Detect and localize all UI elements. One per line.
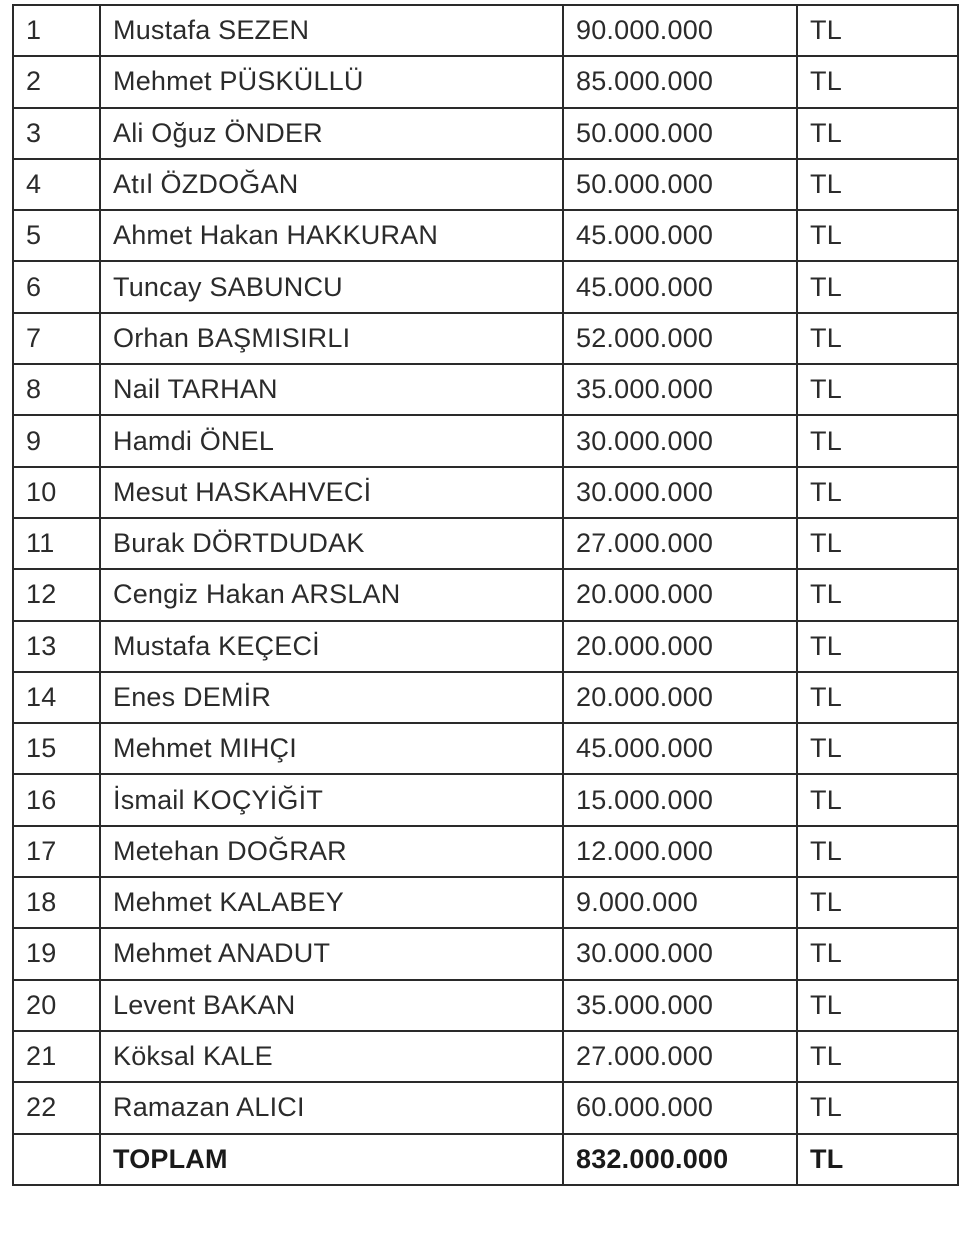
row-number-cell: 20 — [13, 980, 100, 1031]
row-number-cell: 11 — [13, 518, 100, 569]
amount-cell: 50.000.000 — [563, 108, 797, 159]
table-row — [13, 1082, 958, 1133]
currency-cell: TL — [797, 159, 958, 210]
table-row — [13, 774, 958, 825]
currency-cell: TL — [797, 723, 958, 774]
name-cell: Cengiz Hakan ARSLAN — [100, 569, 563, 620]
name-cell: Burak DÖRTDUDAK — [100, 518, 563, 569]
amount-cell: 52.000.000 — [563, 313, 797, 364]
amount-cell: 30.000.000 — [563, 928, 797, 979]
row-number-cell: 12 — [13, 569, 100, 620]
name-cell: Nail TARHAN — [100, 364, 563, 415]
name-cell: İsmail KOÇYİĞİT — [100, 774, 563, 825]
name-cell: Köksal KALE — [100, 1031, 563, 1082]
amount-cell: 30.000.000 — [563, 415, 797, 466]
currency-cell: TL — [797, 928, 958, 979]
row-number-cell: 22 — [13, 1082, 100, 1133]
table-container — [12, 4, 957, 1186]
name-cell: Mehmet MIHÇI — [100, 723, 563, 774]
amount-cell: 35.000.000 — [563, 364, 797, 415]
table-row — [13, 210, 958, 261]
row-number-cell: 5 — [13, 210, 100, 261]
row-number-cell: 18 — [13, 877, 100, 928]
row-number-cell: 21 — [13, 1031, 100, 1082]
name-cell: Mustafa KEÇECİ — [100, 621, 563, 672]
table-row — [13, 518, 958, 569]
table-row — [13, 159, 958, 210]
name-cell: Mesut HASKAHVECİ — [100, 467, 563, 518]
amount-cell: 20.000.000 — [563, 569, 797, 620]
amount-cell: 85.000.000 — [563, 56, 797, 107]
name-cell: Mehmet ANADUT — [100, 928, 563, 979]
table-row — [13, 826, 958, 877]
table-row — [13, 467, 958, 518]
currency-cell: TL — [797, 261, 958, 312]
amounts-table — [12, 4, 959, 1186]
currency-cell: TL — [797, 210, 958, 261]
name-cell: Mehmet KALABEY — [100, 877, 563, 928]
amount-cell: 50.000.000 — [563, 159, 797, 210]
amount-cell: 12.000.000 — [563, 826, 797, 877]
row-number-cell: 8 — [13, 364, 100, 415]
name-cell: Orhan BAŞMISIRLI — [100, 313, 563, 364]
currency-cell: TL — [797, 774, 958, 825]
table-row — [13, 5, 958, 56]
name-cell: Hamdi ÖNEL — [100, 415, 563, 466]
amount-cell: 90.000.000 — [563, 5, 797, 56]
row-number-cell: 16 — [13, 774, 100, 825]
name-cell: Ahmet Hakan HAKKURAN — [100, 210, 563, 261]
amount-cell: 30.000.000 — [563, 467, 797, 518]
name-cell: Ali Oğuz ÖNDER — [100, 108, 563, 159]
table-row — [13, 980, 958, 1031]
name-cell: Ramazan ALICI — [100, 1082, 563, 1133]
name-cell: Mehmet PÜSKÜLLÜ — [100, 56, 563, 107]
currency-cell: TL — [797, 1031, 958, 1082]
amount-cell: 45.000.000 — [563, 723, 797, 774]
table-row — [13, 877, 958, 928]
row-number-cell: 6 — [13, 261, 100, 312]
amount-cell: 60.000.000 — [563, 1082, 797, 1133]
amount-cell: 45.000.000 — [563, 261, 797, 312]
currency-cell: TL — [797, 467, 958, 518]
name-cell: Tuncay SABUNCU — [100, 261, 563, 312]
currency-cell: TL — [797, 569, 958, 620]
currency-cell: TL — [797, 364, 958, 415]
currency-cell: TL — [797, 313, 958, 364]
row-number-cell: 15 — [13, 723, 100, 774]
row-number-cell: 3 — [13, 108, 100, 159]
currency-cell: TL — [797, 1082, 958, 1133]
total-number-cell — [13, 1134, 100, 1185]
table-row — [13, 415, 958, 466]
name-cell: Mustafa SEZEN — [100, 5, 563, 56]
currency-cell: TL — [797, 672, 958, 723]
currency-cell: TL — [797, 56, 958, 107]
table-row — [13, 621, 958, 672]
amount-cell: 20.000.000 — [563, 621, 797, 672]
name-cell: Atıl ÖZDOĞAN — [100, 159, 563, 210]
total-amount-cell: 832.000.000 — [563, 1134, 797, 1185]
row-number-cell: 7 — [13, 313, 100, 364]
row-number-cell: 4 — [13, 159, 100, 210]
name-cell: Metehan DOĞRAR — [100, 826, 563, 877]
row-number-cell: 17 — [13, 826, 100, 877]
currency-cell: TL — [797, 621, 958, 672]
amount-cell: 15.000.000 — [563, 774, 797, 825]
name-cell: Levent BAKAN — [100, 980, 563, 1031]
table-row — [13, 723, 958, 774]
amount-cell: 20.000.000 — [563, 672, 797, 723]
table-row — [13, 569, 958, 620]
row-number-cell: 10 — [13, 467, 100, 518]
table-row — [13, 928, 958, 979]
amount-cell: 9.000.000 — [563, 877, 797, 928]
currency-cell: TL — [797, 980, 958, 1031]
table-row — [13, 1031, 958, 1082]
currency-cell: TL — [797, 518, 958, 569]
name-cell: Enes DEMİR — [100, 672, 563, 723]
row-number-cell: 2 — [13, 56, 100, 107]
amount-cell: 35.000.000 — [563, 980, 797, 1031]
row-number-cell: 9 — [13, 415, 100, 466]
table-body — [13, 5, 958, 1185]
row-number-cell: 14 — [13, 672, 100, 723]
row-number-cell: 1 — [13, 5, 100, 56]
amount-cell: 27.000.000 — [563, 1031, 797, 1082]
total-row — [13, 1134, 958, 1185]
table-row — [13, 364, 958, 415]
currency-cell: TL — [797, 826, 958, 877]
total-label-cell: TOPLAM — [100, 1134, 563, 1185]
table-row — [13, 261, 958, 312]
table-row — [13, 672, 958, 723]
currency-cell: TL — [797, 5, 958, 56]
currency-cell: TL — [797, 108, 958, 159]
table-row — [13, 313, 958, 364]
table-row — [13, 108, 958, 159]
currency-cell: TL — [797, 415, 958, 466]
amount-cell: 45.000.000 — [563, 210, 797, 261]
row-number-cell: 19 — [13, 928, 100, 979]
row-number-cell: 13 — [13, 621, 100, 672]
total-currency-cell: TL — [797, 1134, 958, 1185]
currency-cell: TL — [797, 877, 958, 928]
amount-cell: 27.000.000 — [563, 518, 797, 569]
table-row — [13, 56, 958, 107]
